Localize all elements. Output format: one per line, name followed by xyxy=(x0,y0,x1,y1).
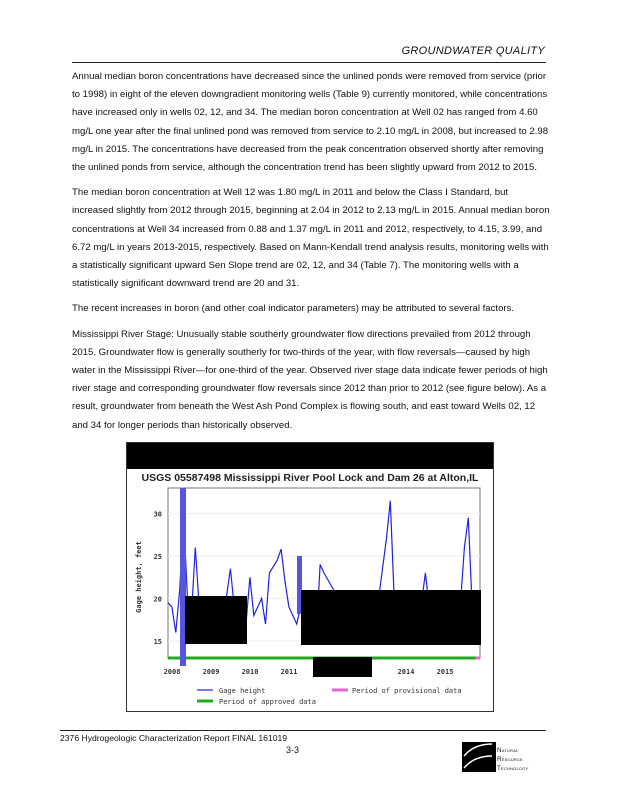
legend-label: Gage height xyxy=(219,686,266,695)
legend-label: Period of provisional data xyxy=(352,686,462,695)
x-tick-label: 2010 xyxy=(241,667,259,676)
redaction-box xyxy=(313,657,372,677)
header-rule xyxy=(72,62,546,63)
y-axis-label: Gage height, feet xyxy=(135,541,143,613)
redaction-box xyxy=(185,596,247,644)
section-header: GROUNDWATER QUALITY xyxy=(401,45,545,57)
footer-rule xyxy=(60,730,546,731)
logo-text: Natural Resource Technology xyxy=(497,747,529,772)
redaction-box xyxy=(301,590,481,645)
y-tick-label: 30 xyxy=(153,510,162,519)
paragraph: Annual median boron concentrations have decreased since the unlined ponds were removed from service (prior to 1998) in eight of the eleven downgradient monitoring wells (Table 9) currently monitored, while concentrations have increased only in wells 02, 12, and 34. The median boron concentration at Well 02 has ranged from 4.60 mg/L one year after the final unlined pond was removed from service to 2.10 mg/L in 2008, but increased to 2.98 mg/L in 2015. The concentrations have decreased from the peak concentration observed shortly after removing the unlined ponds from service, although the concentration trend has been slightly upward from 2012 to 2015. xyxy=(72,71,549,174)
x-tick-label: 2009 xyxy=(202,667,220,676)
page-number: 3-3 xyxy=(286,745,300,755)
river-stage-figure xyxy=(126,442,494,712)
y-tick-label: 20 xyxy=(153,595,162,604)
redaction-bar xyxy=(127,443,493,469)
paragraph: The recent increases in boron (and other coal indicator parameters) may be attributed to several factors. xyxy=(72,303,515,315)
y-tick-label: 25 xyxy=(153,552,162,561)
river-stage-chart xyxy=(127,443,493,711)
x-tick-label: 2015 xyxy=(436,667,454,676)
x-tick-label: 2014 xyxy=(397,667,415,676)
y-tick-label: 15 xyxy=(153,637,162,646)
paragraph: The median boron concentration at Well 12 was 1.80 mg/L in 2011 and below the Class I Standard, but increased slightly from 2012 through 2015, beginning at 2.04 in 2012 to 2.13 mg/L in 2015. Annual median boron concentrations at Well 34 increased from 0.88 and 1.37 mg/L in 2011 and 2012, respectively, to 4.15, 3.99, and 6.72 mg/L in years 2013-2015, respectively. Based on Mann-Kendall trend analysis results, monitoring wells with a statistically significant upward Sen Slope trend are 02, 12, and 34 (Table 7). The monitoring wells with a statistically significant downward trend are 20 and 31. xyxy=(72,187,550,290)
x-tick-label: 2011 xyxy=(280,667,298,676)
paragraph: Mississippi River Stage: Unusually stable southerly groundwater flow directions prevailed from 2012 through 2015. Groundwater flow is generally southerly for two-thirds of the year, with flow reversals—caused by high water in the Mississippi River—for one-third of the year. Observed river stage data indicate fewer periods of high river stage and corresponding groundwater flow reversals since 2012 than prior to 2012 (see figure below). As a result, groundwater from beneath the West Ash Pond Complex is flowing south, and east toward Wells 02, 12 and 34 for longer periods than historically observed. xyxy=(72,328,548,431)
report-name: 2376 Hydrogeologic Characterization Report FINAL 161019 xyxy=(60,733,288,743)
x-tick-label: 2008 xyxy=(163,667,181,676)
nrt-logo-icon xyxy=(462,742,496,772)
legend-label: Period of approved data xyxy=(219,697,316,706)
chart-title: USGS 05587498 Mississippi River Pool Lock and Dam 26 at Alton,IL xyxy=(141,471,479,484)
body-text xyxy=(72,68,550,712)
